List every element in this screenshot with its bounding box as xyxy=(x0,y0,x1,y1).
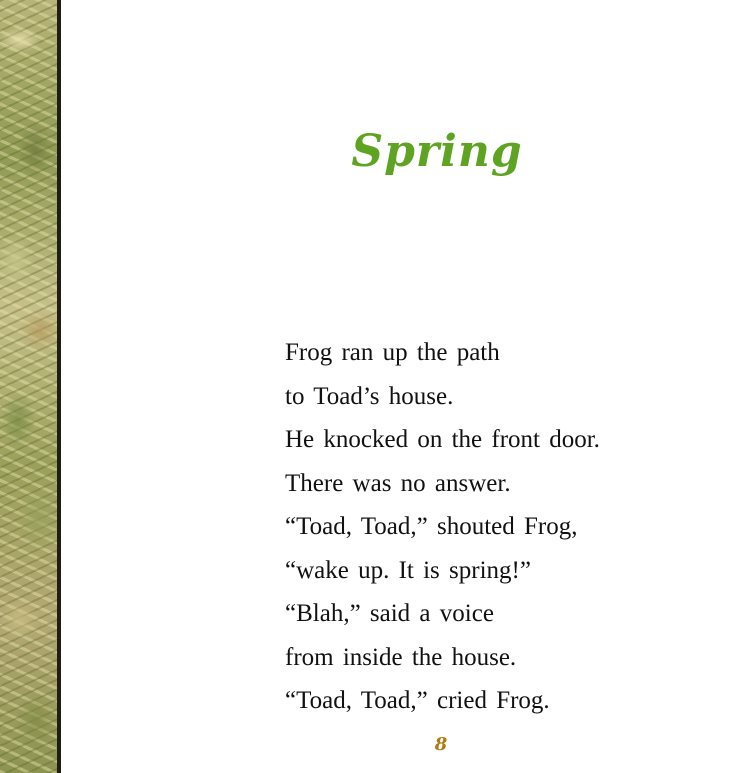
story-line: “Toad, Toad,” shouted Frog, xyxy=(285,513,578,540)
page-number: 8 xyxy=(434,734,448,755)
story-line: “Blah,” said a voice xyxy=(285,600,494,627)
story-line: to Toad’s house. xyxy=(285,382,454,410)
story-line: There was no answer. xyxy=(285,469,511,497)
story-text xyxy=(285,331,725,723)
story-line: “Toad, Toad,” cried Frog. xyxy=(285,687,550,714)
foliage-illustration xyxy=(0,0,57,773)
story-line: Frog ran up the path xyxy=(285,339,500,366)
story-line: “wake up. It is spring!” xyxy=(285,556,531,584)
story-line: He knocked on the front door. xyxy=(285,426,600,453)
story-line: from inside the house. xyxy=(285,643,517,671)
illustration-border xyxy=(57,0,61,773)
chapter-title: Spring xyxy=(351,126,523,177)
